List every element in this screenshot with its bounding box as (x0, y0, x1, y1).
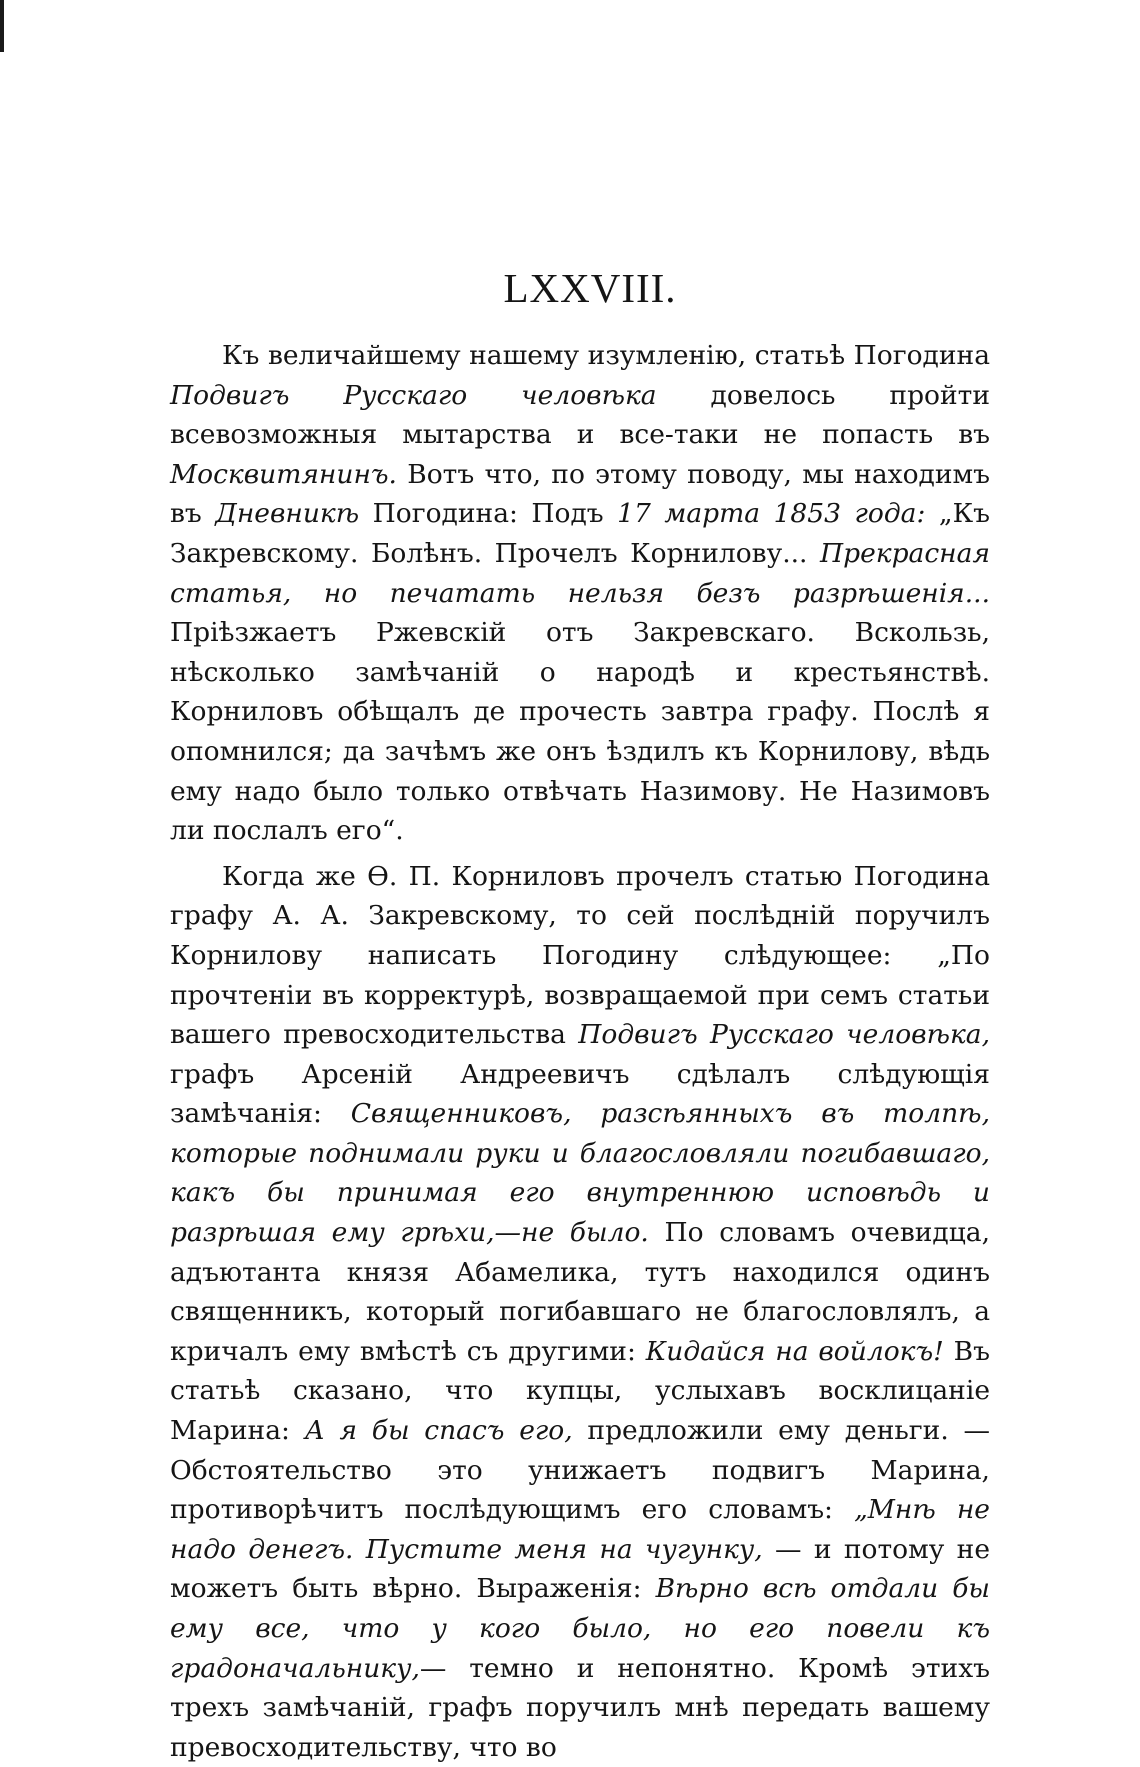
page-body (170, 258, 990, 1767)
italic-text-run: Прекрасная статья, но печатать нельзя безъ разрѣшенія... (170, 537, 990, 609)
text-run: „Къ Закревскому. Болѣнъ. Прочелъ Корнилову... (170, 498, 990, 569)
text-run: Когда же Ѳ. П. Корниловъ прочелъ статью Погодина графу А. А. Закревскому, то сей послѣдній поручилъ Корнилову написать Погодину слѣдующее: „По прочтеніи въ корректурѣ, возвращаемой при семъ статьи вашего превосходительства (170, 860, 990, 1051)
text-run: Въ статьѣ сказано, что купцы, услыхавъ восклицаніе Марина: (170, 1335, 990, 1447)
text-run: — и потому не можетъ быть вѣрно. Выраженія: (170, 1533, 991, 1605)
italic-text-run: Москвитянинъ. (170, 458, 397, 490)
italic-text-run: „Мнѣ не надо денегъ. Пустите меня на чугунку, (170, 1494, 990, 1565)
italic-text-run: А я бы спасъ его, (304, 1415, 573, 1447)
text-run: предложили ему деньги. — Обстоятельство это унижаетъ подвигъ Марина, противорѣчитъ послѣдующимъ его словамъ: (170, 1415, 991, 1526)
italic-text-run: Подвигъ Русскаго человѣка, (578, 1019, 990, 1051)
italic-text-run: Кидайся на войлокъ! (645, 1335, 944, 1367)
chapter-heading: LXXVIII. (503, 265, 677, 311)
italic-text-run: Вѣрно всѣ отдали бы ему все, что у кого было, но его повели къ градоначальнику, (170, 1573, 990, 1684)
text-run: — темно и непонятно. Кромѣ этихъ трехъ замѣчаній, графъ поручилъ мнѣ передать вашему превосходительству, что во (170, 1652, 990, 1763)
italic-text-run: 17 марта 1853 года: (617, 498, 926, 530)
paragraph (170, 857, 990, 1767)
text-run: Погодина: Подъ (359, 498, 618, 530)
text-run: По словамъ очевидца, адъютанта князя Абамелика, тутъ находился одинъ священникъ, который погибавшаго не благословлялъ, а кричалъ ему вмѣстѣ съ другими: (170, 1217, 990, 1367)
text-run: Пріѣзжаетъ Ржевскій отъ Закревскаго. Вскользь, нѣсколько замѣчаній о народѣ и крестьянствѣ. Корниловъ обѣщалъ де прочесть завтра графу. Послѣ я опомнился; да зачѣмъ же онъ ѣздилъ къ Корнилову, вѣдь ему надо было только отвѣчать Назимову. Не Назимовъ ли послалъ его“. (170, 617, 990, 847)
scan-edge-mark (0, 0, 4, 52)
italic-text-run: Подвигъ Русскаго человѣка (170, 379, 657, 411)
text-run: графъ Арсеній Андреевичъ сдѣлалъ слѣдующія замѣчанія: (170, 1058, 990, 1130)
text-run: Вотъ что, по этому поводу, мы находимъ въ (170, 458, 990, 530)
italic-text-run: Священниковъ, разсѣянныхъ въ толпѣ, которые поднимали руки и благословляли погибавшаго, какъ бы принимая его внутреннюю исповѣдь и разрѣшая ему грѣхи,—не было. (170, 1098, 990, 1249)
text-run: довелось пройти всевозможныя мытарства и все-таки не попасть въ (170, 379, 990, 451)
text-run: Къ величайшему нашему изумленію, статьѣ Погодина (222, 340, 990, 371)
paragraph (170, 336, 990, 851)
italic-text-run: Дневникѣ (215, 498, 360, 530)
